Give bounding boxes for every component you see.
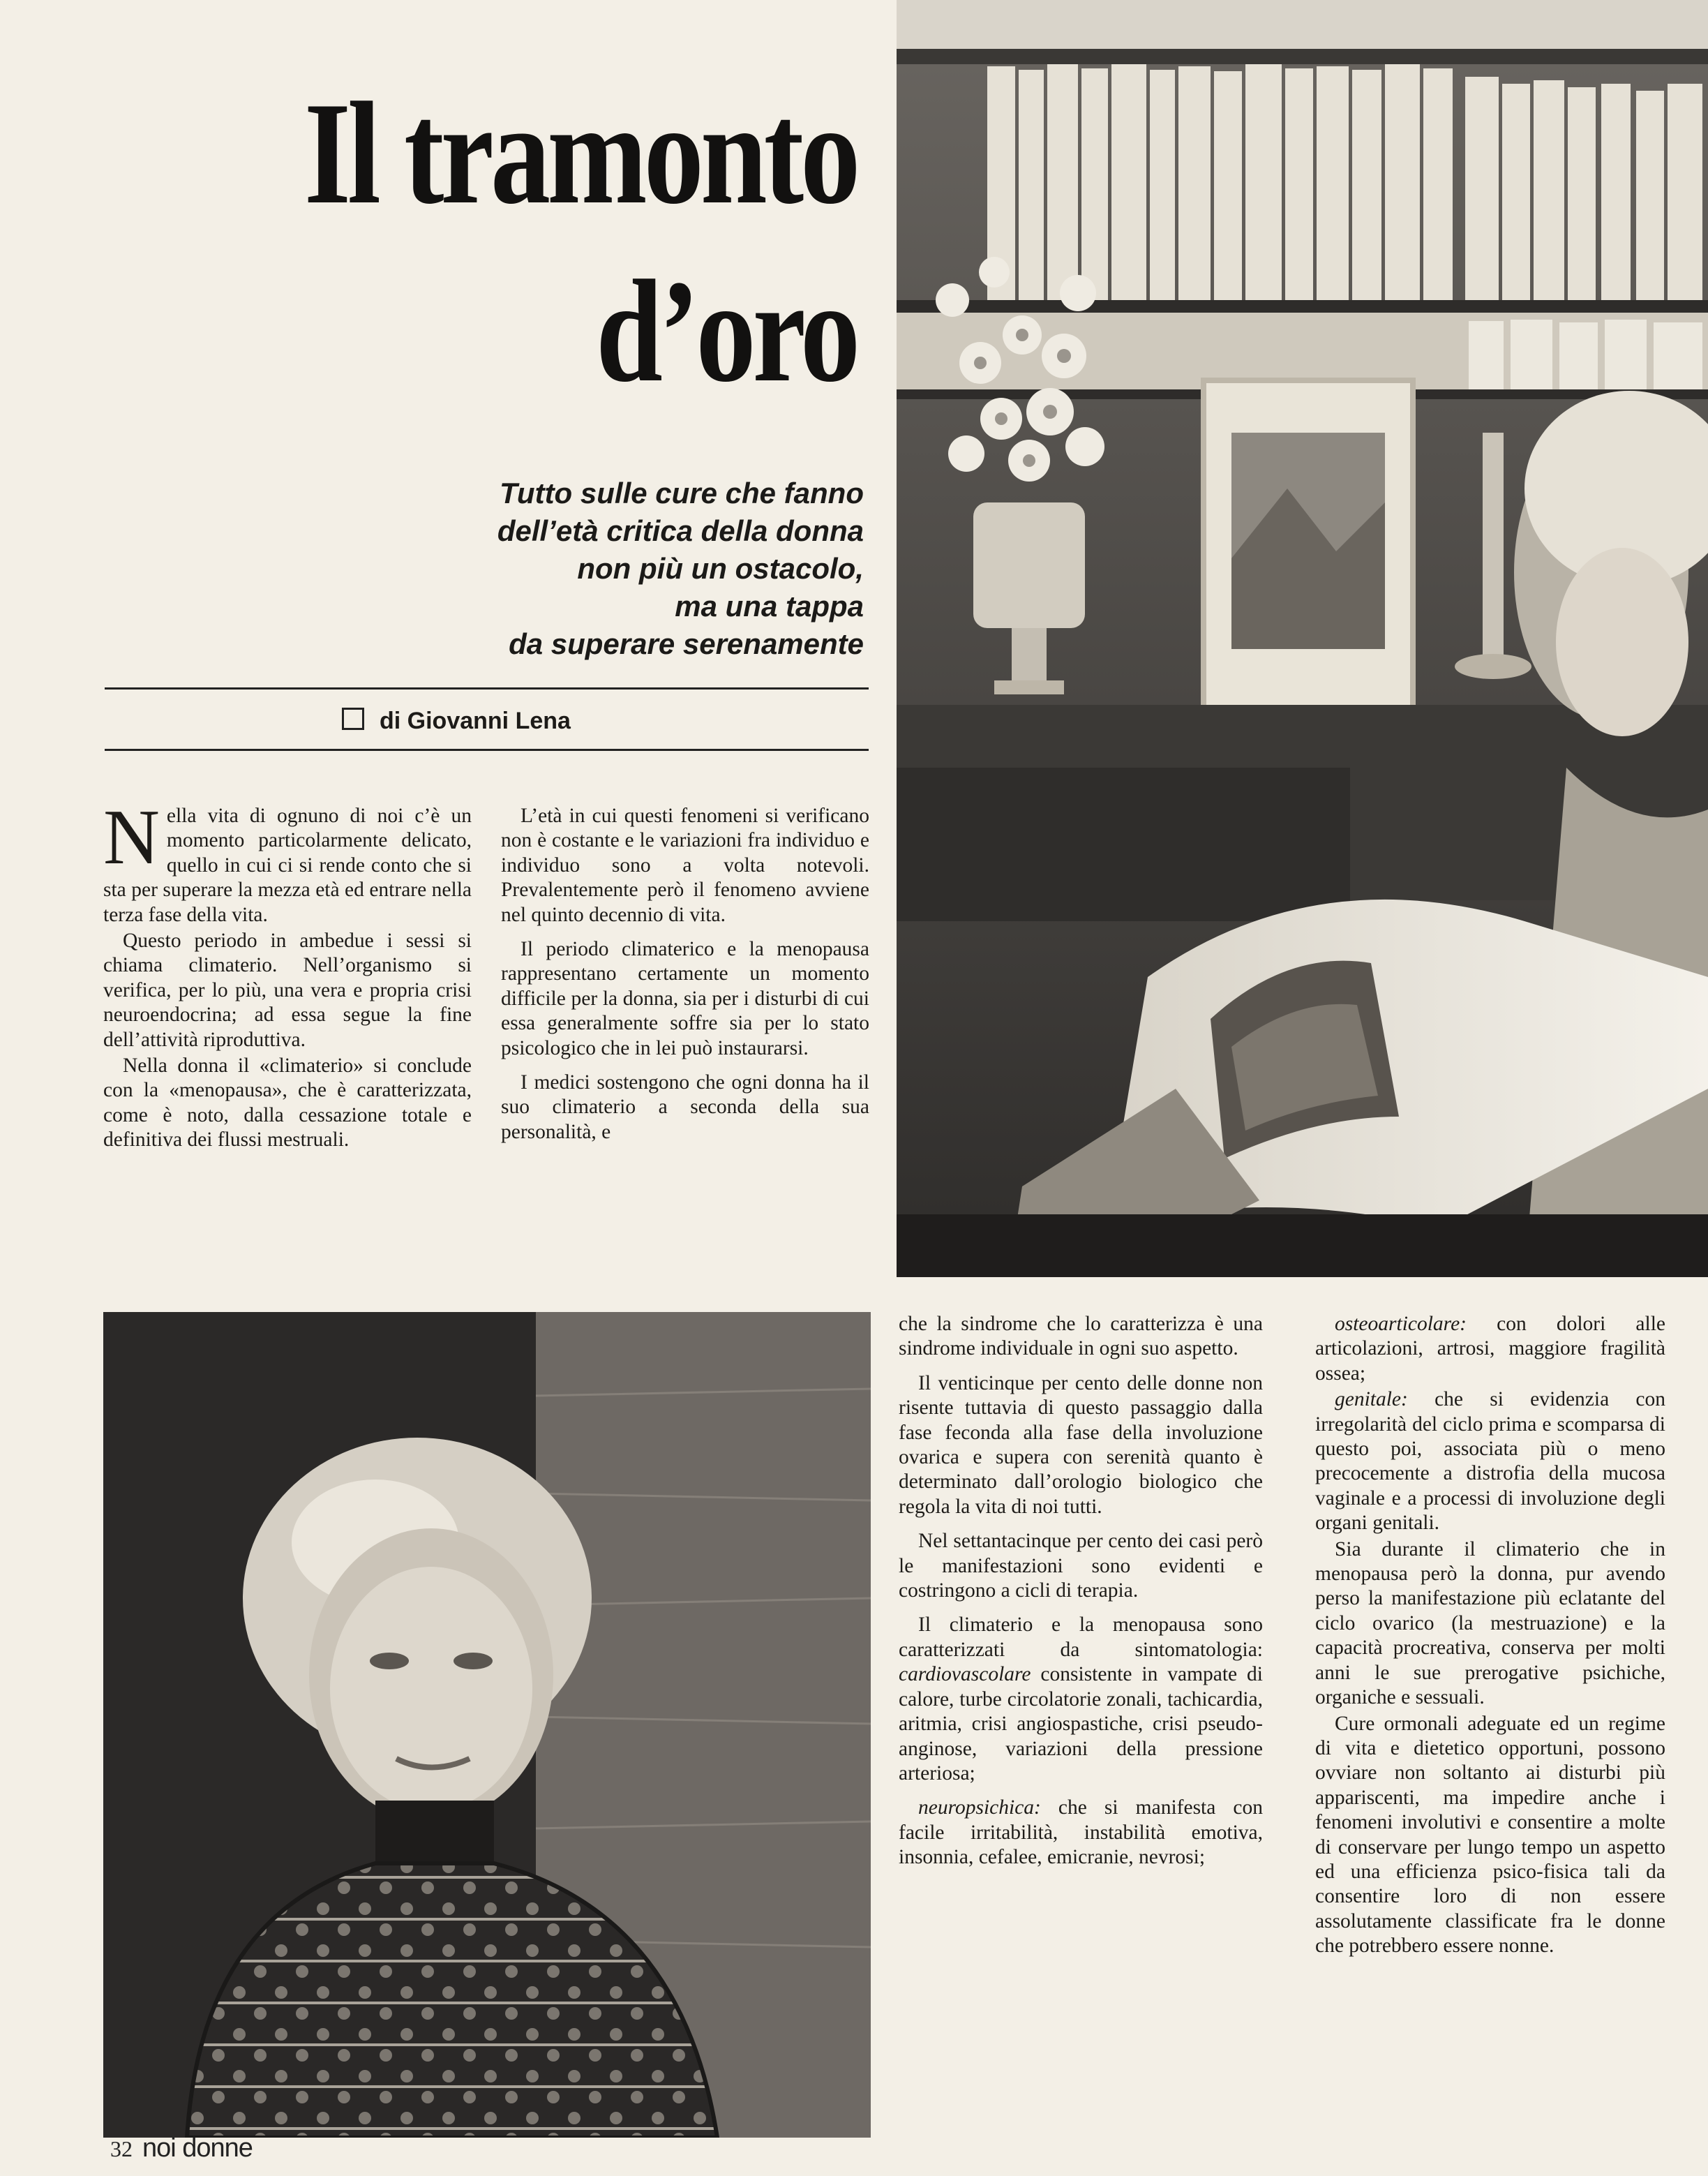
paragraph: Il venticinque per cento delle donne non risente tuttavia di questo passaggio dalla fase feconda alla fase della involuzione ovarica e supera con serenità quanto è determinato dall’orologio biologico che regola la vita di noi tutti. — [899, 1371, 1263, 1518]
text-column-3 — [899, 1312, 1263, 1872]
paragraph: neuropsichica: che si manifesta con facile irritabilità, instabilità emotiva, insonnia, cefalee, emicranie, nevrosi; — [899, 1796, 1263, 1869]
paragraph: Nella donna il «climaterio» si conclude con la «menopausa», che è caratterizzata, come è noto, dalla cessazione totale e definitiva dei flussi mestruali. — [103, 1055, 472, 1152]
paragraph: genitale: che si evidenzia con irregolarità del ciclo prima e scomparsa di questo poi, associata più o meno precocemente a distrofia della mucosa vaginale e a processi di involuzione degli organi genitali. — [1315, 1388, 1665, 1535]
article-subtitle — [236, 475, 864, 663]
text-column-2 — [501, 804, 869, 1146]
page-footer — [110, 2134, 253, 2163]
photo-woman-portrait-graphic — [103, 1312, 871, 2138]
paragraph: Questo periodo in ambedue i sessi si chiama climaterio. Nell’organismo si verifica, per lo più, una vera e propria crisi neuroendocrina; ad essa segue la fine dell’attività riproduttiva. — [103, 930, 472, 1051]
paragraph: Cure ormonali adeguate ed un regime di vita e dietetico opportuni, possono ovviare non soltanto ai disturbi più appariscenti, ma impedire anche i fenomeni involutivi e consentire a molte di conservare per lungo tempo un aspetto ed una efficienza psico-fisica tali da consentire loro di non essere assolutamente classificate fra le donne che potrebbero essere nonne. — [1315, 1712, 1665, 1958]
subtitle-line: Tutto sulle cure che fanno — [500, 477, 864, 509]
square-bullet-icon — [342, 708, 364, 730]
byline — [342, 707, 571, 735]
paragraph: che la sindrome che lo caratterizza è una sindrome individuale in ogni suo aspetto. — [899, 1313, 1263, 1360]
article-title-line-2: d’oro — [595, 251, 857, 412]
text-column-4 — [1315, 1312, 1665, 1960]
subtitle-line: non più un ostacolo, — [577, 552, 864, 585]
photo-woman-portrait — [103, 1312, 871, 2138]
photo-woman-reading — [897, 0, 1708, 1277]
text-column-1 — [103, 794, 472, 1154]
paragraph: L’età in cui questi fenomeni si verificano non è costante e le variazioni fra individuo e individuo sono a volta notevoli. Prevalentemente però il fenomeno avviene nel quinto decennio di vita. — [501, 805, 869, 926]
bottom-rule — [105, 749, 869, 751]
subtitle-line: ma una tappa — [675, 590, 864, 623]
paragraph: Sia durante il climaterio che in menopausa però la donna, pur avendo perso la manifestazione più eclatante del ciclo ovarico (la mestruazione) e la capacità procreativa, conserva per molti anni le sue prerogative psichiche, organiche e sessuali. — [1315, 1537, 1665, 1709]
paragraph: Nel settantacinque per cento dei casi però le manifestazioni sono evidenti e costringono a cicli di terapia. — [899, 1530, 1263, 1602]
page-number: 32 — [110, 2136, 133, 2161]
drop-cap: N — [103, 794, 160, 881]
article-title-line-1: Il tramonto — [304, 73, 857, 234]
subtitle-line: dell’età critica della donna — [497, 514, 864, 547]
term: genitale: — [1335, 1388, 1408, 1411]
paragraph: osteoarticolare: con dolori alle articolazioni, artrosi, maggiore fragilità ossea; — [1315, 1313, 1665, 1385]
term: neuropsichica: — [918, 1796, 1041, 1819]
term: osteoarticolare: — [1335, 1313, 1467, 1335]
paragraph: I medici sostengono che ogni donna ha il suo climaterio a seconda della sua personalità, e — [501, 1071, 869, 1143]
paragraph: Nella vita di ognuno di noi c’è un momento particolarmente delicato, quello in cui ci si rende conto che si sta per superare la mezza età ed entrare nella terza fase della vita. — [103, 794, 472, 926]
term: cardiovascolare — [899, 1663, 1031, 1686]
top-rule — [105, 687, 869, 690]
author-name: di Giovanni Lena — [380, 708, 571, 734]
photo-woman-reading-graphic — [897, 0, 1708, 1277]
subtitle-line: da superare serenamente — [509, 627, 864, 660]
magazine-name: noi donne — [142, 2133, 253, 2163]
paragraph: Il periodo climaterico e la menopausa rappresentano certamente un momento difficile per la donna, sia per i disturbi di cui essa generalmente soffre sia per lo stato psicologico che in lei può instaurarsi. — [501, 938, 869, 1059]
paragraph: Il climaterio e la menopausa sono caratterizzati da sintomatologia: cardiovascolare consistente in vampate di calore, turbe circolatorie zonali, tachicardia, aritmia, crisi angiospastiche, crisi pseudo-anginose, variazioni della pressione arteriosa; — [899, 1614, 1263, 1784]
